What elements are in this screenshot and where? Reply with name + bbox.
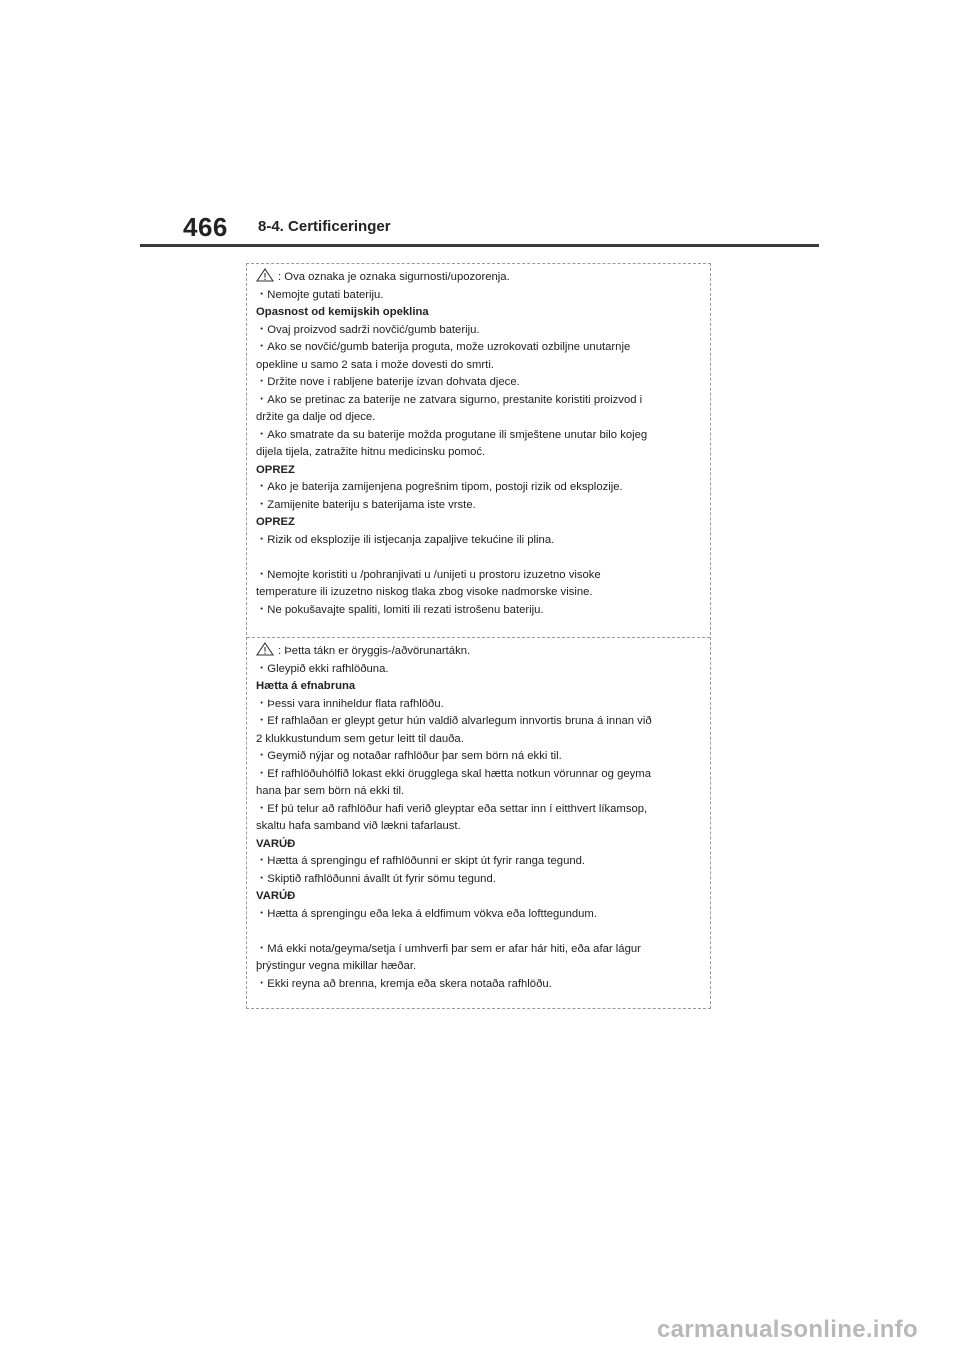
croatian-text-line: [256, 357, 704, 375]
line-text: ・Þessi vara inniheldur flata rafhlöðu.: [256, 697, 444, 710]
line-text: ・Gleypið ekki rafhlöðuna.: [256, 662, 389, 675]
line-text: ・Má ekki nota/geyma/setja í umhverfi þar sem er afar hár hiti, eða afar lágur: [256, 942, 641, 955]
line-text: ・Geymið nýjar og notaðar rafhlöður þar sem börn ná ekki til.: [256, 750, 562, 762]
line-text: ・Hætta á sprengingu eða leka á eldfimum vökva eða lofttegundum.: [256, 907, 597, 920]
blank-line: [256, 549, 704, 567]
line-text: skaltu hafa samband við lækni tafarlaust.: [256, 820, 461, 832]
icelandic-text-line: [256, 731, 704, 749]
line-text: ・Nemojte gutati bateriju.: [256, 288, 384, 301]
croatian-text-line: [256, 322, 704, 340]
header-rule: [140, 244, 819, 247]
croatian-text-line: [256, 444, 704, 462]
icelandic-heading: [256, 836, 704, 854]
line-text: temperature ili izuzetno niskog tlaka zbog visoke nadmorske visine.: [256, 586, 593, 598]
line-text: Hætta á efnabruna: [256, 680, 356, 692]
croatian-heading: [256, 304, 704, 322]
line-text: držite ga dalje od djece.: [256, 411, 376, 423]
line-text: ・Ovaj proizvod sadrži novčić/gumb bateriju.: [256, 323, 480, 336]
line-text: ・Ne pokušavajte spaliti, lomiti ili rezati istrošenu bateriju.: [256, 603, 544, 616]
icelandic-text-line: [256, 713, 704, 731]
icelandic-text-line: [256, 661, 704, 679]
line-text: ・Nemojte koristiti u /pohranjivati u /unijeti u prostoru izuzetno visoke: [256, 568, 601, 581]
icelandic-text-line: [256, 976, 704, 994]
icelandic-text-line: [256, 906, 704, 924]
line-text: Opasnost od kemijskih opeklina: [256, 306, 429, 318]
line-text: dijela tijela, zatražite hitnu medicinsku pomoć.: [256, 446, 486, 458]
croatian-heading: [256, 514, 704, 532]
line-text: : Ova oznaka je oznaka sigurnosti/upozorenja.: [278, 271, 510, 283]
icelandic-text-line: [256, 958, 704, 976]
croatian-text-line: [256, 584, 704, 602]
icelandic-text-line: [256, 696, 704, 714]
line-text: ・Ako se novčić/gumb baterija proguta, može uzrokovati ozbiljne unutarnje: [256, 341, 631, 353]
line-text: ・Rizik od eksplozije ili istjecanja zapaljive tekućine ili plina.: [256, 533, 555, 546]
page-number: 466: [183, 212, 228, 242]
croatian-text-line: [256, 268, 704, 287]
croatian-text-line: [256, 602, 704, 620]
croatian-text-line: [256, 567, 704, 585]
icelandic-text-line: [256, 801, 704, 819]
line-text: ・Ako smatrate da su baterije možda progutane ili smještene unutar bilo kojeg: [256, 428, 648, 441]
line-text: ・Ekki reyna að brenna, kremja eða skera notaða rafhlöðu.: [256, 977, 552, 990]
croatian-heading: [256, 462, 704, 480]
section-divider: [247, 637, 710, 638]
line-text: OPREZ: [256, 463, 295, 476]
line-text: ・Ef rafhlaðan er gleypt getur hún valdið alvarlegum innvortis bruna á innan við: [256, 715, 652, 727]
line-text: opekline u samo 2 sata i može dovesti do smrti.: [256, 358, 494, 371]
croatian-text-line: [256, 287, 704, 305]
icelandic-heading: [256, 888, 704, 906]
croatian-text-line: [256, 409, 704, 427]
blank-line: [256, 923, 704, 941]
line-text: 2 klukkustundum sem getur leitt til dauða.: [256, 732, 464, 745]
line-text: VARÚÐ: [256, 890, 296, 902]
line-text: hana þar sem börn ná ekki til.: [256, 785, 405, 797]
line-text: ・Hætta á sprengingu ef rafhlöðunni er skipt út fyrir ranga tegund.: [256, 855, 586, 867]
line-text: ・Ako je baterija zamijenjena pogrešnim tipom, postoji rizik od eksplozije.: [256, 481, 623, 493]
line-text: ・Skiptið rafhlöðunni ávallt út fyrir sömu tegund.: [256, 872, 496, 885]
line-text: ・Ako se pretinac za baterije ne zatvara sigurno, prestanite koristiti proizvod i: [256, 393, 643, 406]
icelandic-text-line: [256, 818, 704, 836]
icelandic-text-line: [256, 783, 704, 801]
line-text: OPREZ: [256, 516, 295, 528]
croatian-text-line: [256, 339, 704, 357]
icelandic-text-line: [256, 871, 704, 889]
battery-warning-box: [246, 263, 711, 1009]
croatian-text-line: [256, 532, 704, 550]
line-text: ・Držite nove i rabljene baterije izvan dohvata djece.: [256, 376, 520, 388]
croatian-text-line: [256, 497, 704, 515]
icelandic-text-line: [256, 941, 704, 959]
line-text: ・Zamijenite bateriju s baterijama iste vrste.: [256, 498, 476, 511]
line-text: þrýstingur vegna mikillar hæðar.: [256, 960, 417, 972]
croatian-text-line: [256, 427, 704, 445]
croatian-warning-text: [256, 268, 704, 619]
warning-triangle-icon: [256, 642, 274, 656]
croatian-text-line: [256, 392, 704, 410]
line-text: ・Ef þú telur að rafhlöður hafi verið gleyptar eða settar inn í eitthvert líkamsop,: [256, 802, 648, 815]
icelandic-text-line: [256, 748, 704, 766]
icelandic-text-line: [256, 766, 704, 784]
warning-triangle-icon: [256, 268, 274, 282]
croatian-text-line: [256, 374, 704, 392]
line-text: VARÚÐ: [256, 837, 296, 850]
site-watermark: carmanualsonline.info: [656, 1316, 918, 1343]
line-text: : Þetta tákn er öryggis-/aðvörunartákn.: [278, 645, 471, 657]
line-text: ・Ef rafhlöðuhólfið lokast ekki örugglega skal hætta notkun vörunnar og geyma: [256, 767, 651, 780]
icelandic-heading: [256, 678, 704, 696]
icelandic-text-line: [256, 642, 704, 661]
icelandic-warning-text: [256, 642, 704, 993]
croatian-text-line: [256, 479, 704, 497]
section-title: 8-4. Certificeringer: [258, 218, 391, 235]
icelandic-text-line: [256, 853, 704, 871]
